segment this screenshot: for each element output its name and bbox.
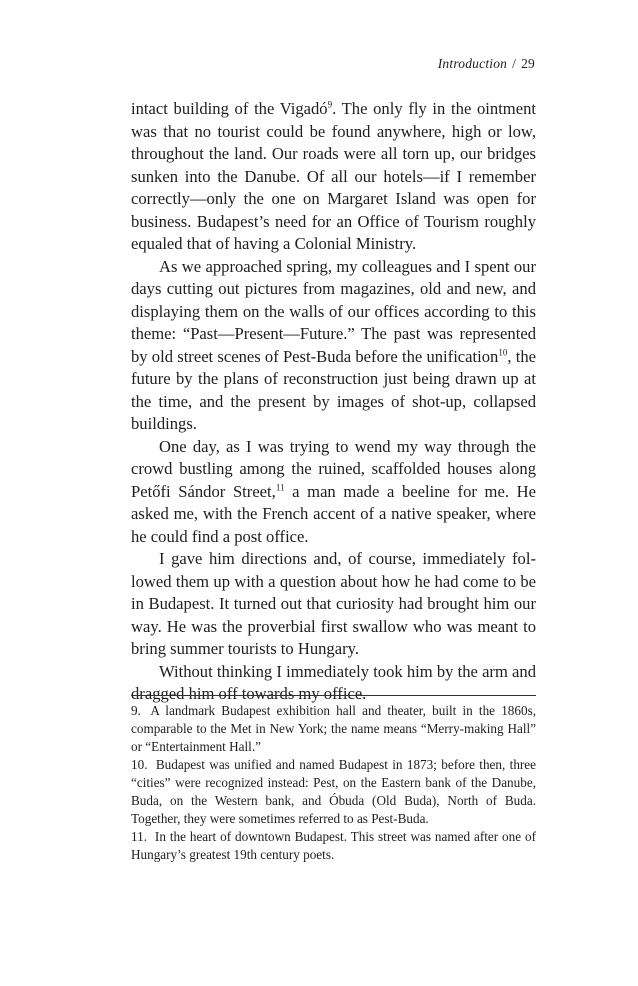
paragraph-1: intact building of the Vigadó$^9$. The only fly in the ointment was that no tourist could be found anywhere, high or low, throughout the land. Our roads were all torn up, our bridges sunken into the Danube. Of all our hotels—if I remember correctly—only the one on Margaret Island was open for business. Budapest’s need for an Office of Tourism roughly equaled that of having a Colonial Ministry. (131, 99, 536, 253)
footnote-text: In the heart of downtown Budapest. This street was named after one of Hungary’s greatest 19th century poets. (131, 829, 536, 862)
footnote-text: Budapest was unified and named Budapest in 1873; before then, three “cities” were recognized instead: Pest, on the Eastern bank of the Danube, Buda, on the Western bank, and Óbuda (Old Buda), North of Buda. Together, they were sometimes referred to as Pest-Buda. (131, 757, 537, 826)
footnote-divider (131, 695, 536, 696)
page-number: 29 (521, 56, 535, 71)
footnote-number: 10. (131, 757, 148, 772)
footnote-11 (131, 828, 536, 864)
running-header (438, 56, 535, 72)
footnote-text: A landmark Budapest exhibition hall and theater, built in the 1860s, comparable to the Met in New York; the name means “Merry-making Hall” or “Entertainment Hall.” (131, 703, 536, 754)
footnote-number: 9. (131, 703, 141, 718)
body-text (131, 98, 536, 706)
paragraph-4: I gave him directions and, of course, immediately followed them up with a question about how he had come to be in Budapest. It turned out that curiosity had brought him our way. He was the proverbial first swallow who was meant to bring summer tourists to Hungary. (131, 549, 536, 658)
footnote-10 (131, 756, 536, 828)
section-title: Introduction (437, 56, 508, 71)
footnotes (131, 702, 536, 864)
footnote-9 (131, 702, 536, 756)
paragraph-2: As we approached spring, my colleagues and I spent our days cutting out pictures from magazines, old and new, and displaying them on the walls of our offices according to this theme: “Past—Present—Future.” The past was represented by old street scenes of Pest-Buda before the unification$^{10}$, the future by the plans of reconstruction just being drawn up at the time, and the present by images of shot-up, collapsed buildings. (131, 256, 536, 433)
paragraph-3: One day, as I was trying to wend my way through the crowd bustling among the ruined, scaffolded houses along Petőfi Sándor Street,$^{11}$ a man made a beeline for me. He asked me, with the French accent of a native speaker, where he could find a post office. (131, 436, 536, 546)
header-separator: / (512, 56, 517, 71)
footnote-number: 11. (131, 829, 147, 844)
footnote-ref-10: 10 (498, 346, 508, 357)
footnote-ref-9: 9 (327, 99, 333, 110)
footnote-ref-11: 11 (275, 481, 285, 492)
paragraph-5: Without thinking I immediately took him by the arm and dragged him off towards my office. (131, 661, 536, 703)
